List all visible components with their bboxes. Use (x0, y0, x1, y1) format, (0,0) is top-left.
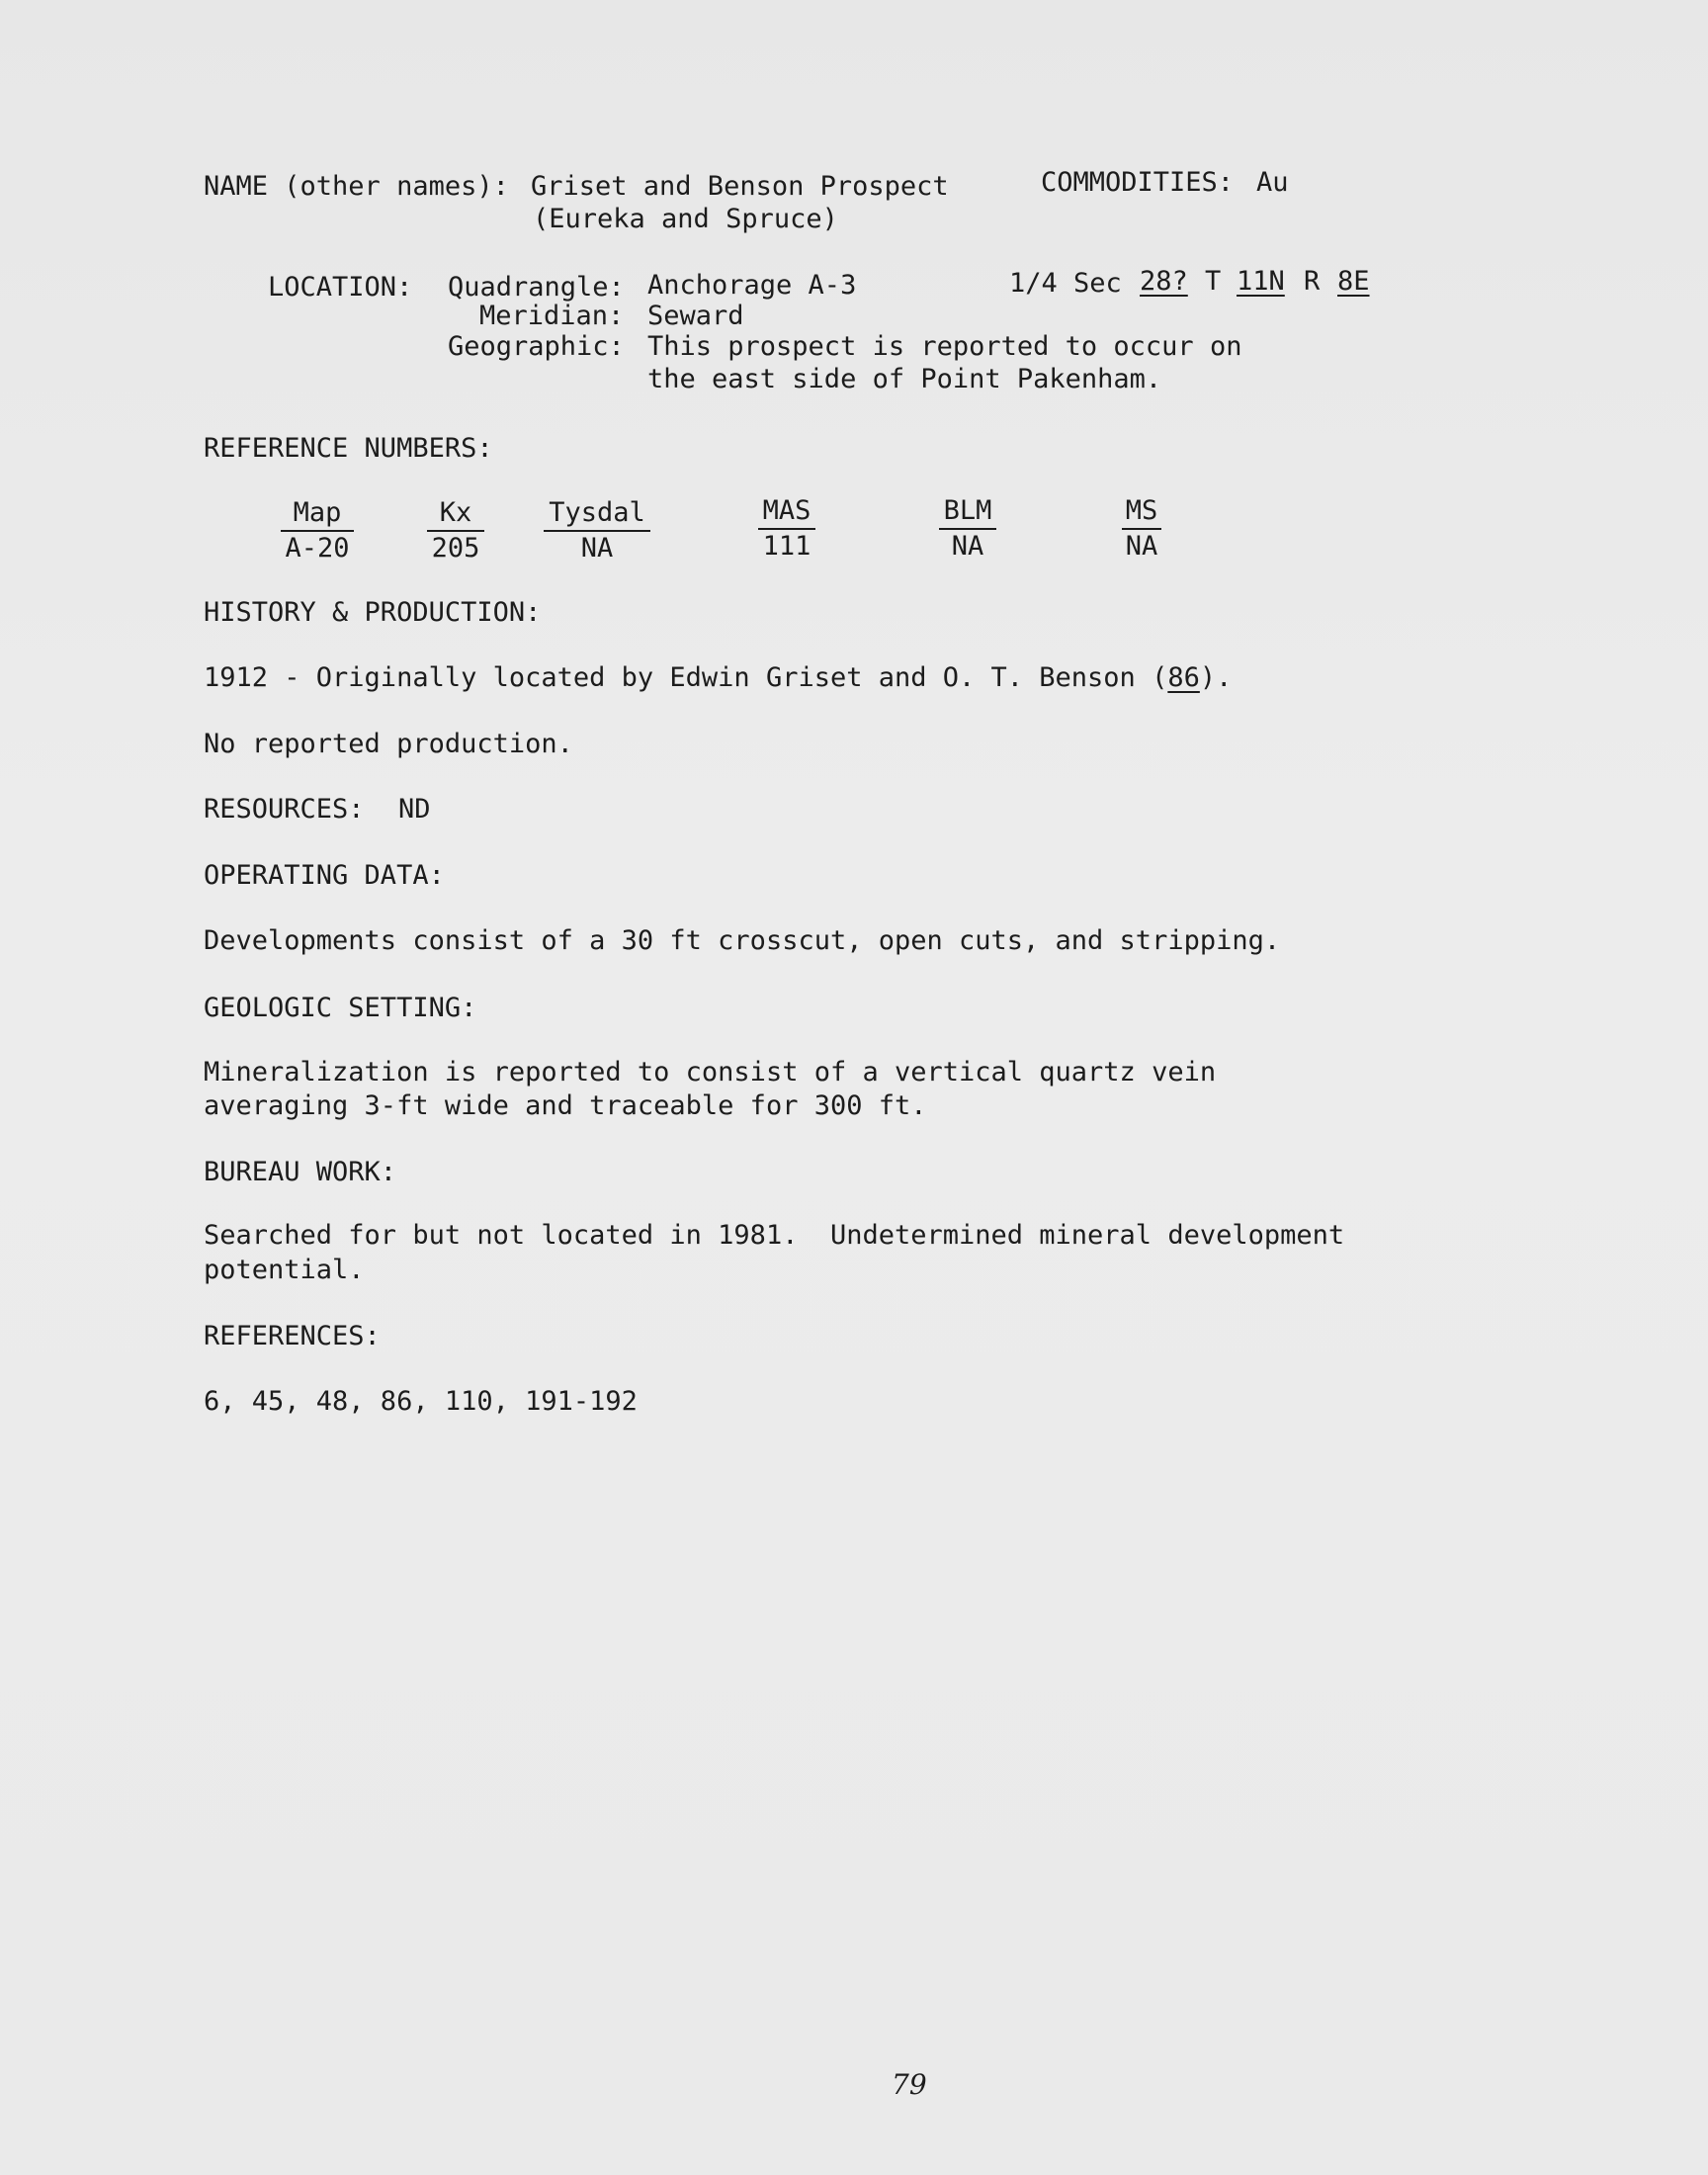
resources-value: ND (398, 794, 431, 825)
reference-blm-value: NA (951, 531, 984, 562)
geographic-label: Geographic: (448, 331, 625, 362)
quadrangle-value: Anchorage A-3 (647, 270, 857, 301)
reference-mas-value: 111 (762, 531, 811, 562)
references-heading: REFERENCES: (204, 1321, 381, 1351)
history-line-1-text: 1912 - Originally located by Edwin Griset and O. T. Benson ( (204, 662, 1168, 693)
bureau-heading: BUREAU WORK: (204, 1157, 397, 1187)
commodities-label: COMMODITIES: (1041, 167, 1235, 198)
history-line-2: No reported production. (204, 729, 573, 759)
reference-kx (427, 496, 484, 566)
bureau-line-2: potential. (204, 1255, 365, 1285)
other-names: (Eureka and Spruce) (533, 204, 838, 234)
meridian-label: Meridian: (479, 301, 625, 331)
reference-map (281, 496, 354, 566)
reference-mas-label: MAS (758, 494, 815, 530)
operating-text: Developments consist of a 30 ft crosscut, open cuts, and stripping. (204, 925, 1281, 956)
history-line-1 (204, 661, 1232, 695)
reference-blm-label: BLM (939, 494, 996, 530)
commodities-value: Au (1256, 167, 1289, 198)
history-heading: HISTORY & PRODUCTION: (204, 597, 542, 628)
range-prefix: R (1304, 266, 1321, 297)
reference-kx-value: 205 (431, 533, 480, 564)
history-line-1-suffix: ). (1199, 662, 1233, 693)
section-prefix: 1/4 Sec (1009, 268, 1122, 299)
geographic-line-2: the east side of Point Pakenham. (647, 364, 1162, 394)
reference-map-value: A-20 (285, 533, 350, 564)
location-label: LOCATION: (268, 272, 413, 303)
reference-tysdal-label: Tysdal (544, 496, 650, 532)
meridian-value: Seward (647, 301, 744, 331)
reference-map-label: Map (281, 496, 354, 532)
reference-ms-value: NA (1125, 531, 1158, 562)
reference-mas (758, 494, 815, 564)
reference-tysdal-value: NA (580, 533, 614, 564)
reference-blm (939, 494, 996, 564)
township-value: 11N (1237, 266, 1285, 297)
page-number: 79 (892, 2068, 927, 2101)
history-reference-86: 86 (1167, 662, 1200, 693)
reference-ms-label: MS (1122, 494, 1161, 530)
township-prefix: T (1205, 266, 1222, 297)
range-value: 8E (1337, 266, 1370, 297)
reference-kx-label: Kx (427, 496, 484, 532)
quadrangle-label: Quadrangle: (448, 272, 625, 303)
name-label: NAME (other names): (204, 171, 509, 202)
references-text: 6, 45, 48, 86, 110, 191-192 (204, 1386, 638, 1417)
geographic-line-1: This prospect is reported to occur on (647, 331, 1242, 362)
section-value: 28? (1140, 266, 1188, 297)
bureau-line-1: Searched for but not located in 1981. Undetermined mineral development (204, 1220, 1345, 1251)
name-value: Griset and Benson Prospect (531, 171, 949, 202)
geologic-line-2: averaging 3-ft wide and traceable for 300 ft. (204, 1090, 927, 1121)
reference-numbers-heading: REFERENCE NUMBERS: (204, 433, 493, 464)
geologic-line-1: Mineralization is reported to consist of a vertical quartz vein (204, 1057, 1217, 1088)
resources-label: RESOURCES: (204, 794, 365, 825)
operating-heading: OPERATING DATA: (204, 860, 445, 891)
geologic-heading: GEOLOGIC SETTING: (204, 993, 477, 1023)
reference-ms (1122, 494, 1161, 564)
reference-tysdal (544, 496, 650, 566)
